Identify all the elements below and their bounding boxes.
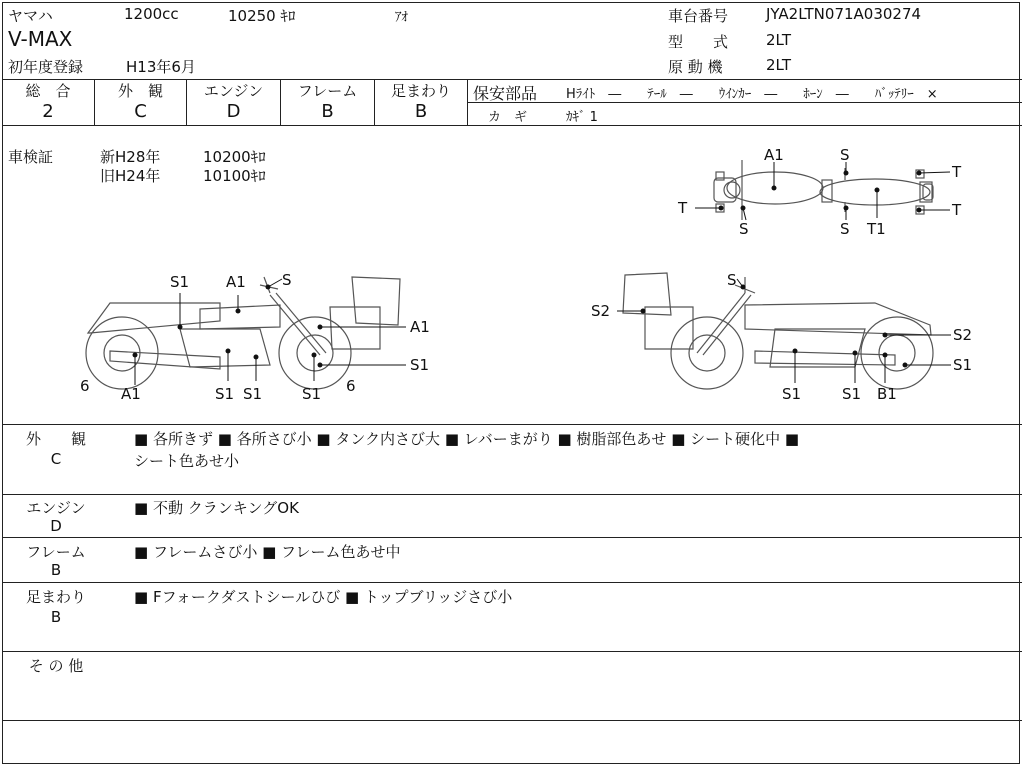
- safety-parts-items: Hﾗｲﾄ ― ﾃｰﾙ ― ｳｲﾝｶｰ ― ﾎｰﾝ ― ﾊﾞｯﾃﾘｰ ×: [566, 87, 938, 102]
- diagram-label: T: [952, 201, 962, 219]
- detail-label-other: そ の 他: [28, 657, 84, 675]
- inspection-new-value: 10200ｷﾛ: [203, 148, 266, 166]
- detail-text-suspension: ■ Fフォークダストシールひび ■ トップブリッジさび小: [134, 588, 513, 606]
- safety-parts-label: 保安部品: [473, 84, 538, 103]
- mileage: 10250 ｷﾛ: [228, 7, 296, 25]
- grade-label-exterior: 外 観: [117, 82, 163, 100]
- detail-label-engine: エンジン: [26, 499, 86, 517]
- engine-model-value: 2LT: [766, 56, 791, 74]
- diagram-label: A1: [764, 146, 784, 164]
- grade-value-suspension: B: [414, 101, 428, 122]
- diagram-label: S1: [953, 356, 973, 374]
- diagram-label: T: [952, 163, 962, 181]
- rule: [2, 424, 1022, 425]
- rule: [2, 125, 1022, 126]
- key-label: カ ギ: [488, 110, 528, 125]
- diagram-label: 6: [346, 377, 356, 395]
- detail-grade-frame: B: [50, 561, 62, 579]
- diagram-label: A1: [226, 273, 246, 291]
- engine-model-label: 原 動 機: [668, 58, 723, 76]
- diagram-label: S1: [782, 385, 802, 403]
- chassis-value: JYA2LTN071A030274: [766, 5, 922, 23]
- grade-value-overall: 2: [42, 101, 54, 122]
- detail-grade-engine: D: [50, 517, 62, 535]
- grade-label-overall: 総 合: [25, 82, 71, 100]
- maker: ヤマハ: [8, 7, 53, 25]
- diagram-label: S1: [410, 356, 430, 374]
- diagram-label: S: [840, 146, 850, 164]
- diagram-label: T1: [867, 220, 886, 238]
- grade-value-frame: B: [321, 101, 334, 122]
- first-registration-label: 初年度登録: [8, 58, 84, 76]
- chassis-label: 車台番号: [668, 7, 729, 25]
- rule: [2, 494, 1022, 495]
- detail-label-suspension: 足まわり: [25, 588, 86, 606]
- color: ｱｵ: [395, 10, 408, 25]
- diagram-label: S1: [302, 385, 322, 403]
- detail-text-exterior-cont: シート色あせ小: [134, 452, 240, 470]
- grade-label-suspension: 足まわり: [390, 82, 451, 100]
- inspection-new-label: 新H28年: [100, 148, 161, 166]
- diagram-label: S2: [953, 326, 973, 344]
- inspection-old-label: 旧H24年: [100, 167, 161, 185]
- detail-grade-suspension: B: [50, 608, 62, 626]
- diagram-label: B1: [877, 385, 897, 403]
- inspection-label: 車検証: [8, 148, 54, 166]
- diagram-label: T: [678, 199, 688, 217]
- model-name: V-MAX: [8, 27, 73, 51]
- diagram-label: S: [739, 220, 749, 238]
- diagram-label: S1: [842, 385, 862, 403]
- motorcycle-left-side-diagram: [70, 265, 450, 410]
- rule: [467, 102, 1022, 103]
- first-registration-value: H13年6月: [126, 58, 196, 76]
- grade-label-frame: フレーム: [297, 82, 358, 100]
- diagram-label: S1: [215, 385, 235, 403]
- rule: [467, 79, 468, 125]
- rule: [2, 651, 1022, 652]
- diagram-label: S: [840, 220, 850, 238]
- detail-grade-exterior: C: [50, 450, 62, 468]
- motorcycle-top-view-diagram: [670, 140, 980, 240]
- grade-value-engine: D: [226, 101, 241, 122]
- diagram-label: S: [282, 271, 292, 289]
- detail-text-engine: ■ 不動 クランキングOK: [134, 499, 299, 517]
- key-value: ｶｷﾞ 1: [566, 110, 598, 125]
- motorcycle-right-side-diagram: [585, 265, 985, 410]
- type-value: 2LT: [766, 31, 791, 49]
- detail-text-exterior: ■ 各所きず ■ 各所さび小 ■ タンク内さび大 ■ レバーまがり ■ 樹脂部色あせ ■ シート硬化中 ■: [134, 430, 800, 448]
- type-label: 型 式: [668, 33, 729, 51]
- diagram-label: S1: [170, 273, 190, 291]
- diagram-label: S1: [243, 385, 263, 403]
- diagram-label: S2: [591, 302, 611, 320]
- detail-label-exterior: 外 観: [25, 430, 86, 448]
- diagram-label: A1: [410, 318, 430, 336]
- rule: [2, 537, 1022, 538]
- rule: [2, 582, 1022, 583]
- rule: [2, 720, 1022, 721]
- grade-value-exterior: C: [134, 101, 147, 122]
- displacement: 1200cc: [124, 5, 179, 23]
- inspection-old-value: 10100ｷﾛ: [203, 167, 266, 185]
- diagram-label: A1: [121, 385, 141, 403]
- diagram-label: 6: [80, 377, 90, 395]
- detail-label-frame: フレーム: [26, 543, 86, 561]
- grade-label-engine: エンジン: [203, 82, 264, 100]
- detail-text-frame: ■ フレームさび小 ■ フレーム色あせ中: [134, 543, 401, 561]
- diagram-label: S: [727, 271, 737, 289]
